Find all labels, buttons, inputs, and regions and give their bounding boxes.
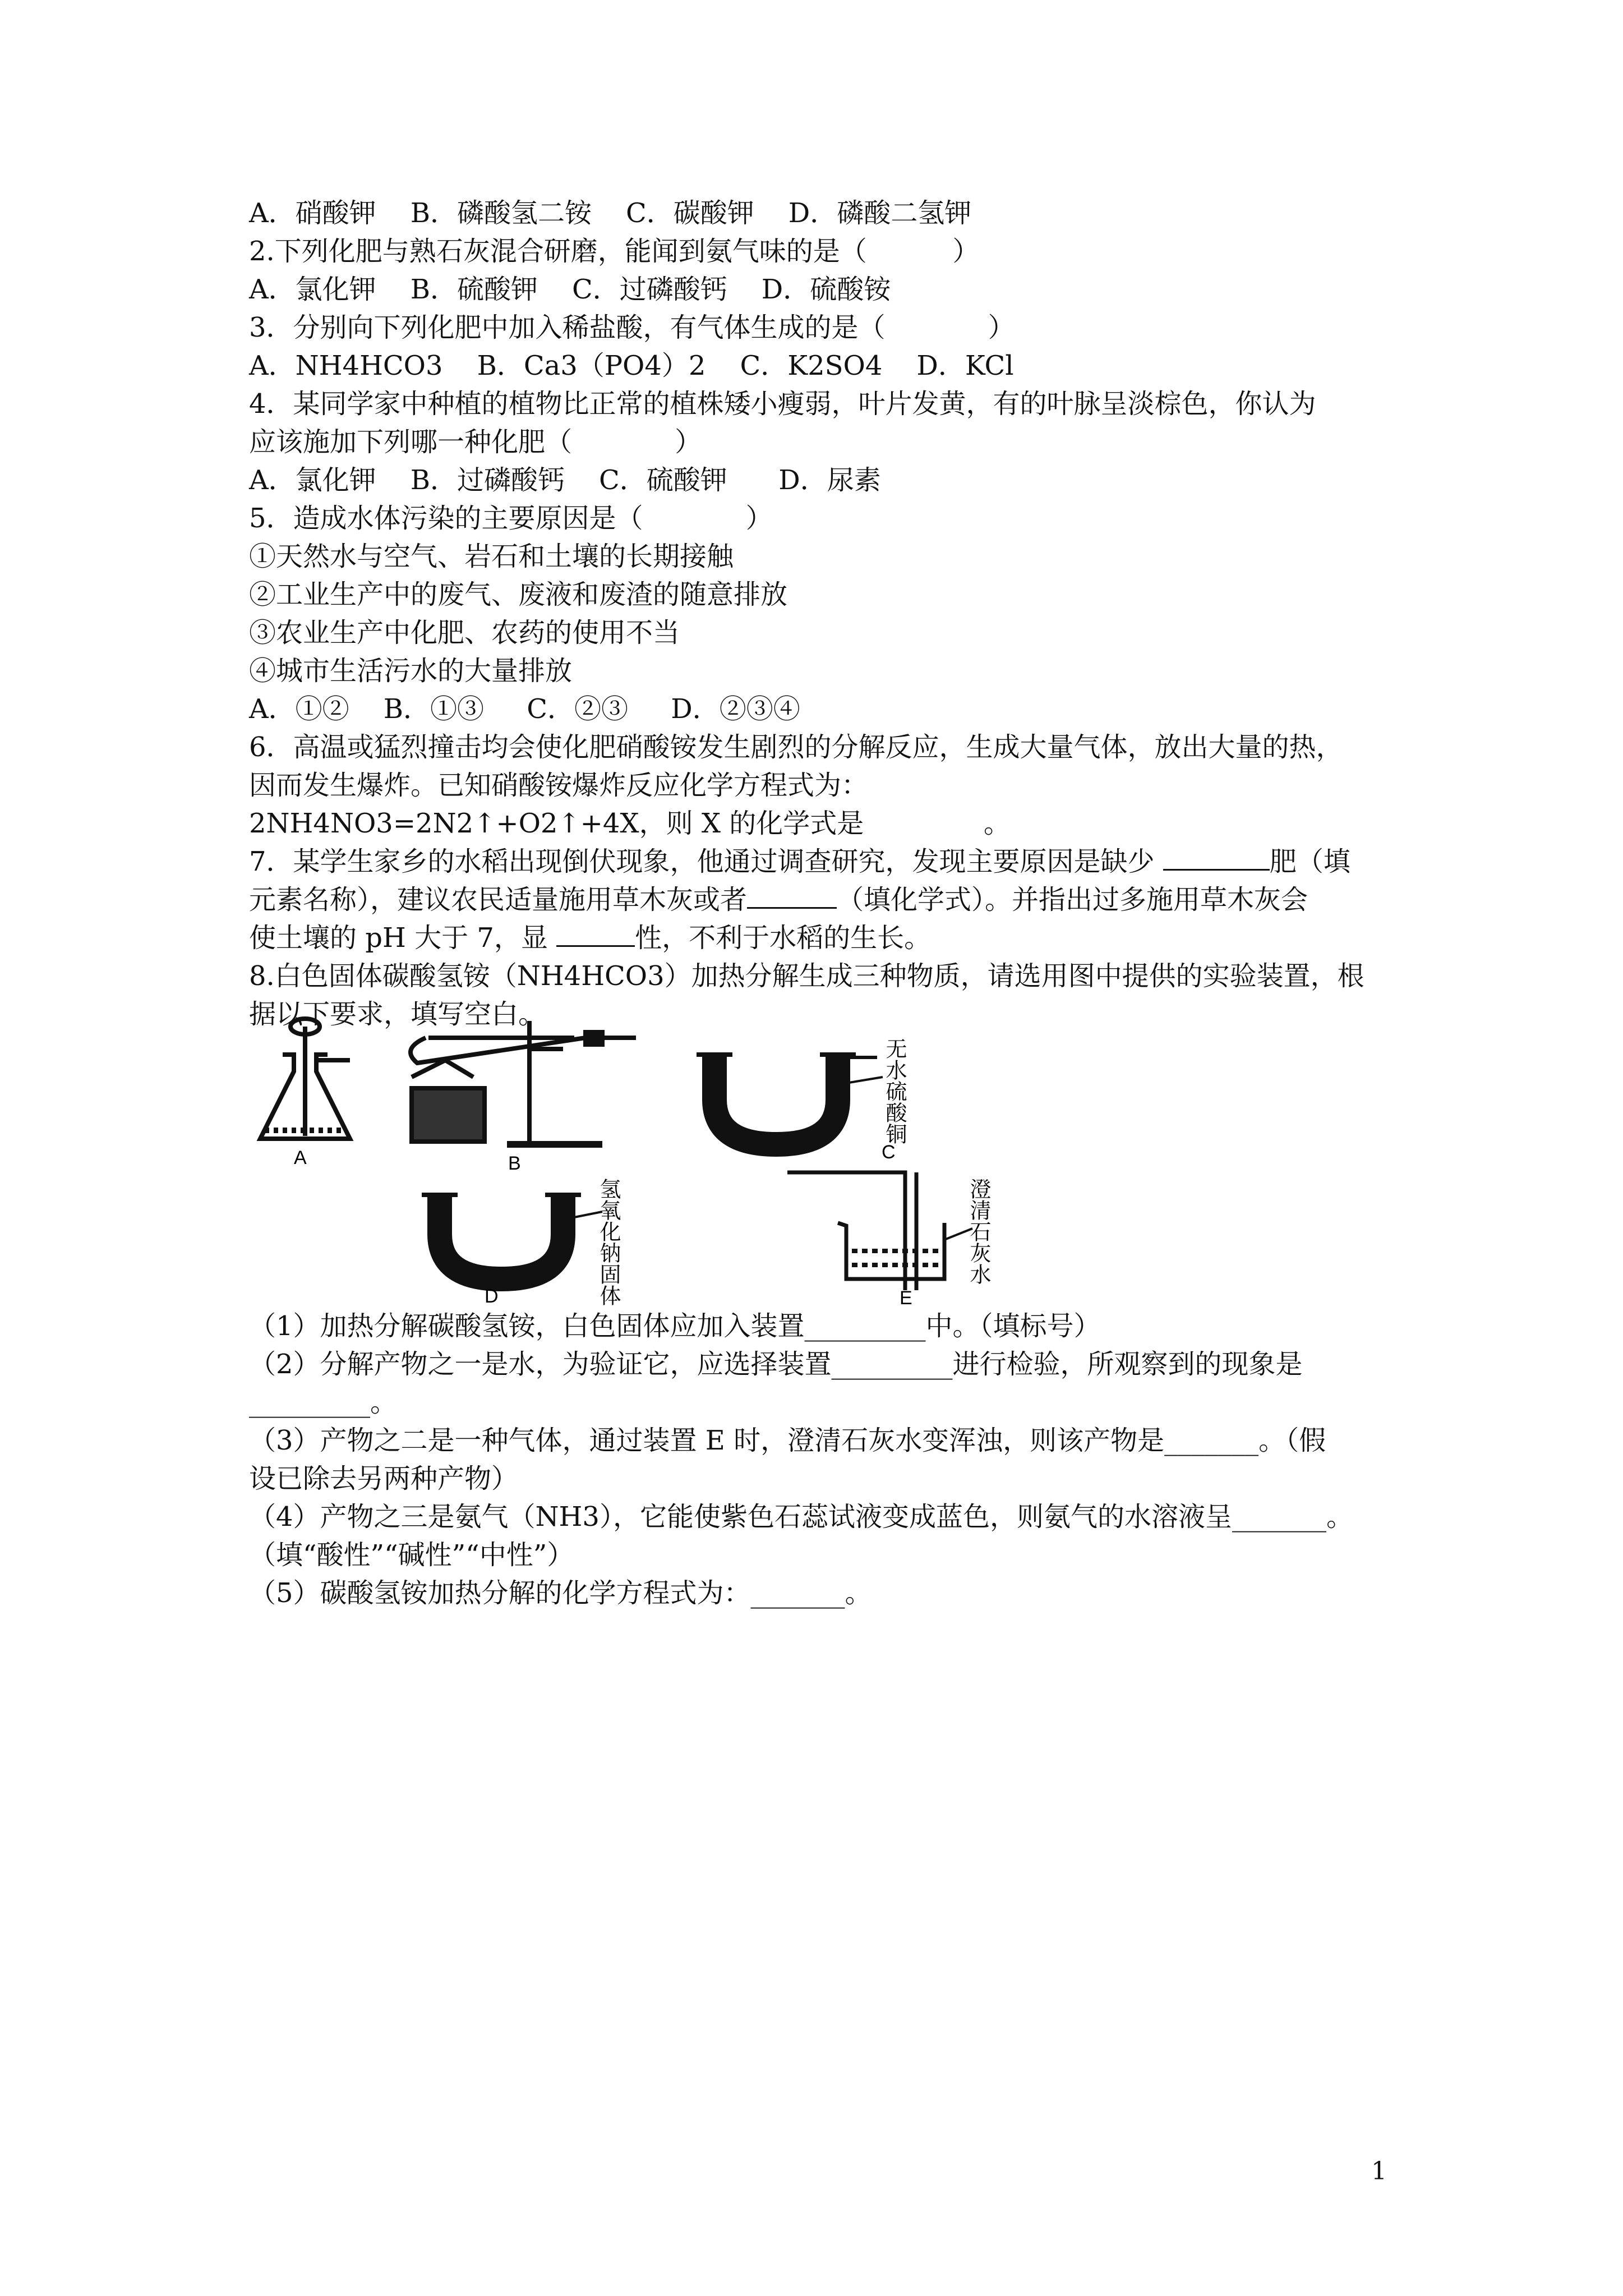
text-line: A．氯化钾 B．硫酸钾 C．过磷酸钙 D．硫酸铵 [249, 274, 891, 305]
q7-text: 7．某学生家乡的水稻出现倒伏现象，他通过调查研究，发现主要原因是缺少 [249, 846, 1163, 877]
q7-text: 性，不利于水稻的生长。 [635, 922, 932, 954]
label-a: A [294, 1147, 307, 1168]
label-c: C [882, 1142, 896, 1163]
label-e: E [900, 1287, 912, 1307]
question-7-line-1 [249, 843, 1404, 881]
text-line: 4．某同学家中种植的植物比正常的植株矮小瘦弱，叶片发黄，有的叶脉呈淡棕色，你认为 [249, 388, 1316, 420]
apparatus-b [411, 1021, 636, 1144]
c-reagent-text: 无水硫酸铜 [882, 1038, 906, 1144]
text-line: 2.下列化肥与熟石灰混合研磨，能闻到氨气味的是（ ） [249, 236, 980, 267]
text-line: _________。 [249, 1387, 398, 1418]
label-b: B [508, 1153, 521, 1174]
text-line: 设已除去另两种产物） [249, 1463, 519, 1494]
question-7-line-2 [249, 881, 1404, 919]
q7-text: 元素名称），建议农民适量施用草木灰或者 [249, 884, 748, 915]
question-7-line-3 [249, 919, 1404, 957]
questions-block-1 [249, 194, 1404, 1033]
text-line: A．硝酸钾 B．磷酸氢二铵 C．碳酸钾 D．磷酸二氢钾 [249, 197, 972, 229]
text-line: 8.白色固体碳酸氢铵（NH4HCO3）加热分解生成三种物质，请选用图中提供的实验装置，根 [249, 960, 1364, 992]
e-reagent-text: 澄清石灰水 [966, 1178, 990, 1285]
fill-blank [556, 919, 635, 947]
text-line: 应该施加下列哪一种化肥（ ） [249, 426, 702, 458]
text-line: （填“酸性”“碱性”“中性”） [249, 1539, 574, 1571]
text-line: （2）分解产物之一是水，为验证它，应选择装置_________进行检验，所观察到的现象是 [249, 1349, 1303, 1380]
text-line: 2NH4NO3=2N2↑+O2↑+4X，则 X 的化学式是 。 [249, 808, 1011, 839]
apparatus-d [422, 1195, 602, 1279]
fill-blank [1163, 843, 1270, 871]
page-number: 1 [1371, 2157, 1387, 2185]
apparatus-a [260, 1019, 350, 1139]
text-line: A．NH4HCO3 B．Ca3（PO4）2 C．K2SO4 D．KCl [249, 350, 1014, 381]
text-line: A．①② B．①③ C．②③ D．②③④ [249, 693, 800, 725]
label-c-reagent [882, 1038, 907, 1144]
text-line: 5．造成水体污染的主要原因是（ ） [249, 503, 773, 534]
q7-text: 肥（填 [1269, 846, 1350, 877]
q7-text: 使土壤的 pH 大于 7，显 [249, 922, 557, 954]
fill-blank [747, 881, 837, 909]
label-d: D [485, 1286, 499, 1307]
q7-text: （填化学式）。并指出过多施用草木灰会 [837, 884, 1308, 915]
d-reagent-text: 氢氧化钠固体 [596, 1178, 620, 1306]
text-line: （1）加热分解碳酸氢铵，白色固体应加入装置_________中。（填标号） [249, 1310, 1101, 1342]
text-line: 6．高温或猛烈撞击均会使化肥硝酸铵发生剧烈的分解反应，生成大量气体，放出大量的热， [249, 731, 1343, 763]
text-line: ①天然水与空气、岩石和土壤的长期接触 [249, 541, 734, 572]
text-line: （4）产物之三是氨气（NH3），它能使紫色石蕊试液变成蓝色，则氨气的水溶液呈_______。 [249, 1501, 1353, 1533]
apparatus-figure [249, 1015, 1404, 1307]
text-line: 3．分别向下列化肥中加入稀盐酸，有气体生成的是（ ） [249, 312, 1015, 343]
text-line: ②工业生产中的废气、废液和废渣的随意排放 [249, 579, 788, 610]
text-line: （3）产物之二是一种气体，通过装置 E 时，澄清石灰水变浑浊，则该产物是_______。（假 [249, 1425, 1326, 1456]
apparatus-c [697, 1055, 883, 1144]
apparatus-e [787, 1172, 972, 1290]
text-line: A．氯化钾 B．过磷酸钙 C．硫酸钾 D．尿素 [249, 464, 881, 496]
text-line: ④城市生活污水的大量排放 [249, 655, 573, 687]
text-line: （5）碳酸氢铵加热分解的化学方程式为：_______。 [249, 1577, 872, 1609]
text-line: 因而发生爆炸。已知硝酸铵爆炸反应化学方程式为： [249, 770, 869, 801]
text-line: 据以下要求，填写空白。 [249, 999, 546, 1030]
text-line: ③农业生产中化肥、农药的使用不当 [249, 617, 680, 648]
questions-block-2 [249, 1307, 1404, 1612]
